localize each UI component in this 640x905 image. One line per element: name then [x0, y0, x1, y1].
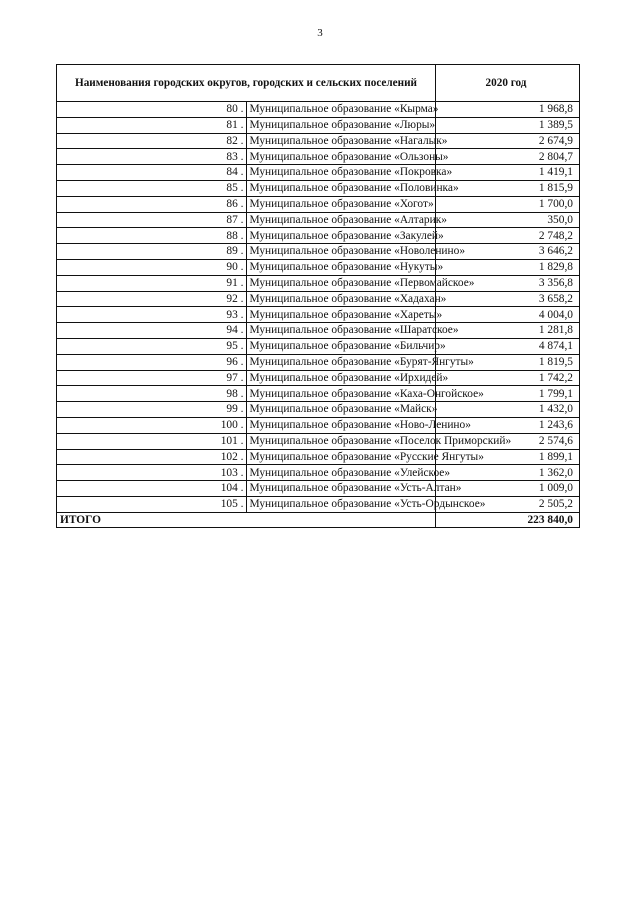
municipality-name: Муниципальное образование «Ново-Ленино» [246, 417, 436, 433]
amount-2020: 1 362,0 [436, 465, 580, 481]
row-number: 103 . [57, 465, 247, 481]
amount-2020: 1 968,8 [436, 102, 580, 118]
row-number: 98 . [57, 386, 247, 402]
table-row [57, 291, 580, 307]
row-number: 101 . [57, 433, 247, 449]
amount-2020: 1 815,9 [436, 180, 580, 196]
row-number: 92 . [57, 291, 247, 307]
amount-2020: 3 646,2 [436, 244, 580, 260]
amount-2020: 1 700,0 [436, 196, 580, 212]
header-year: 2020 год [436, 65, 580, 102]
municipality-name: Муниципальное образование «Половинка» [246, 180, 436, 196]
budget-table [56, 64, 580, 528]
table-row [57, 354, 580, 370]
table-row [57, 180, 580, 196]
row-number: 89 . [57, 244, 247, 260]
total-value: 223 840,0 [436, 512, 580, 527]
amount-2020: 2 674,9 [436, 133, 580, 149]
municipality-name: Муниципальное образование «Люры» [246, 117, 436, 133]
table-row [57, 433, 580, 449]
amount-2020: 1 243,6 [436, 417, 580, 433]
table-header-row [57, 65, 580, 102]
table-row [57, 496, 580, 512]
table-row [57, 133, 580, 149]
amount-2020: 350,0 [436, 212, 580, 228]
table-row [57, 307, 580, 323]
table-row [57, 481, 580, 497]
municipality-name: Муниципальное образование «Ользоны» [246, 149, 436, 165]
table-row [57, 370, 580, 386]
row-number: 83 . [57, 149, 247, 165]
municipality-name: Муниципальное образование «Ирхидей» [246, 370, 436, 386]
table-row [57, 259, 580, 275]
amount-2020: 1 742,2 [436, 370, 580, 386]
total-row [57, 512, 580, 527]
municipality-name: Муниципальное образование «Усть-Ордынское» [246, 496, 436, 512]
municipality-name: Муниципальное образование «Новоленино» [246, 244, 436, 260]
table-row [57, 149, 580, 165]
table-row [57, 165, 580, 181]
table-row [57, 449, 580, 465]
row-number: 84 . [57, 165, 247, 181]
row-number: 88 . [57, 228, 247, 244]
table-row [57, 212, 580, 228]
amount-2020: 1 799,1 [436, 386, 580, 402]
municipality-name: Муниципальное образование «Бурят-Янгуты» [246, 354, 436, 370]
amount-2020: 4 874,1 [436, 338, 580, 354]
row-number: 104 . [57, 481, 247, 497]
table-row [57, 196, 580, 212]
amount-2020: 1 281,8 [436, 323, 580, 339]
row-number: 86 . [57, 196, 247, 212]
amount-2020: 3 356,8 [436, 275, 580, 291]
municipality-name: Муниципальное образование «Каха-Онгойское» [246, 386, 436, 402]
row-number: 102 . [57, 449, 247, 465]
amount-2020: 2 748,2 [436, 228, 580, 244]
amount-2020: 1 899,1 [436, 449, 580, 465]
table-body [57, 102, 580, 513]
table-row [57, 228, 580, 244]
amount-2020: 3 658,2 [436, 291, 580, 307]
table-row [57, 338, 580, 354]
table-row [57, 417, 580, 433]
amount-2020: 1 819,5 [436, 354, 580, 370]
municipality-name: Муниципальное образование «Хареты» [246, 307, 436, 323]
row-number: 80 . [57, 102, 247, 118]
row-number: 100 . [57, 417, 247, 433]
table-row [57, 117, 580, 133]
row-number: 87 . [57, 212, 247, 228]
amount-2020: 1 389,5 [436, 117, 580, 133]
municipality-name: Муниципальное образование «Кырма» [246, 102, 436, 118]
amount-2020: 2 574,6 [436, 433, 580, 449]
table-row [57, 386, 580, 402]
municipality-name: Муниципальное образование «Хогот» [246, 196, 436, 212]
row-number: 85 . [57, 180, 247, 196]
municipality-name: Муниципальное образование «Хадахан» [246, 291, 436, 307]
table-row [57, 275, 580, 291]
amount-2020: 1 419,1 [436, 165, 580, 181]
table-row [57, 465, 580, 481]
municipality-name: Муниципальное образование «Алтарик» [246, 212, 436, 228]
amount-2020: 2 505,2 [436, 496, 580, 512]
table-row [57, 102, 580, 118]
row-number: 90 . [57, 259, 247, 275]
table-row [57, 244, 580, 260]
row-number: 81 . [57, 117, 247, 133]
municipality-name: Муниципальное образование «Русские Янгуты» [246, 449, 436, 465]
amount-2020: 1 432,0 [436, 402, 580, 418]
municipality-name: Муниципальное образование «Улейское» [246, 465, 436, 481]
amount-2020: 4 004,0 [436, 307, 580, 323]
row-number: 97 . [57, 370, 247, 386]
table-row [57, 323, 580, 339]
header-settlement-names: Наименования городских округов, городских и сельских поселений [57, 65, 436, 102]
table-row [57, 402, 580, 418]
municipality-name: Муниципальное образование «Шаратское» [246, 323, 436, 339]
amount-2020: 1 829,8 [436, 259, 580, 275]
municipality-name: Муниципальное образование «Майск» [246, 402, 436, 418]
municipality-name: Муниципальное образование «Первомайское» [246, 275, 436, 291]
amount-2020: 1 009,0 [436, 481, 580, 497]
row-number: 105 . [57, 496, 247, 512]
municipality-name: Муниципальное образование «Покровка» [246, 165, 436, 181]
municipality-name: Муниципальное образование «Нагалык» [246, 133, 436, 149]
row-number: 99 . [57, 402, 247, 418]
row-number: 82 . [57, 133, 247, 149]
municipality-name: Муниципальное образование «Нукуты» [246, 259, 436, 275]
amount-2020: 2 804,7 [436, 149, 580, 165]
municipality-name: Муниципальное образование «Усть-Алтан» [246, 481, 436, 497]
total-label: ИТОГО [57, 512, 436, 527]
row-number: 94 . [57, 323, 247, 339]
municipality-name: Муниципальное образование «Закулей» [246, 228, 436, 244]
row-number: 91 . [57, 275, 247, 291]
municipality-name: Муниципальное образование «Поселок Приморский» [246, 433, 436, 449]
page-number: 3 [317, 27, 323, 39]
row-number: 93 . [57, 307, 247, 323]
row-number: 96 . [57, 354, 247, 370]
municipality-name: Муниципальное образование «Бильчир» [246, 338, 436, 354]
row-number: 95 . [57, 338, 247, 354]
